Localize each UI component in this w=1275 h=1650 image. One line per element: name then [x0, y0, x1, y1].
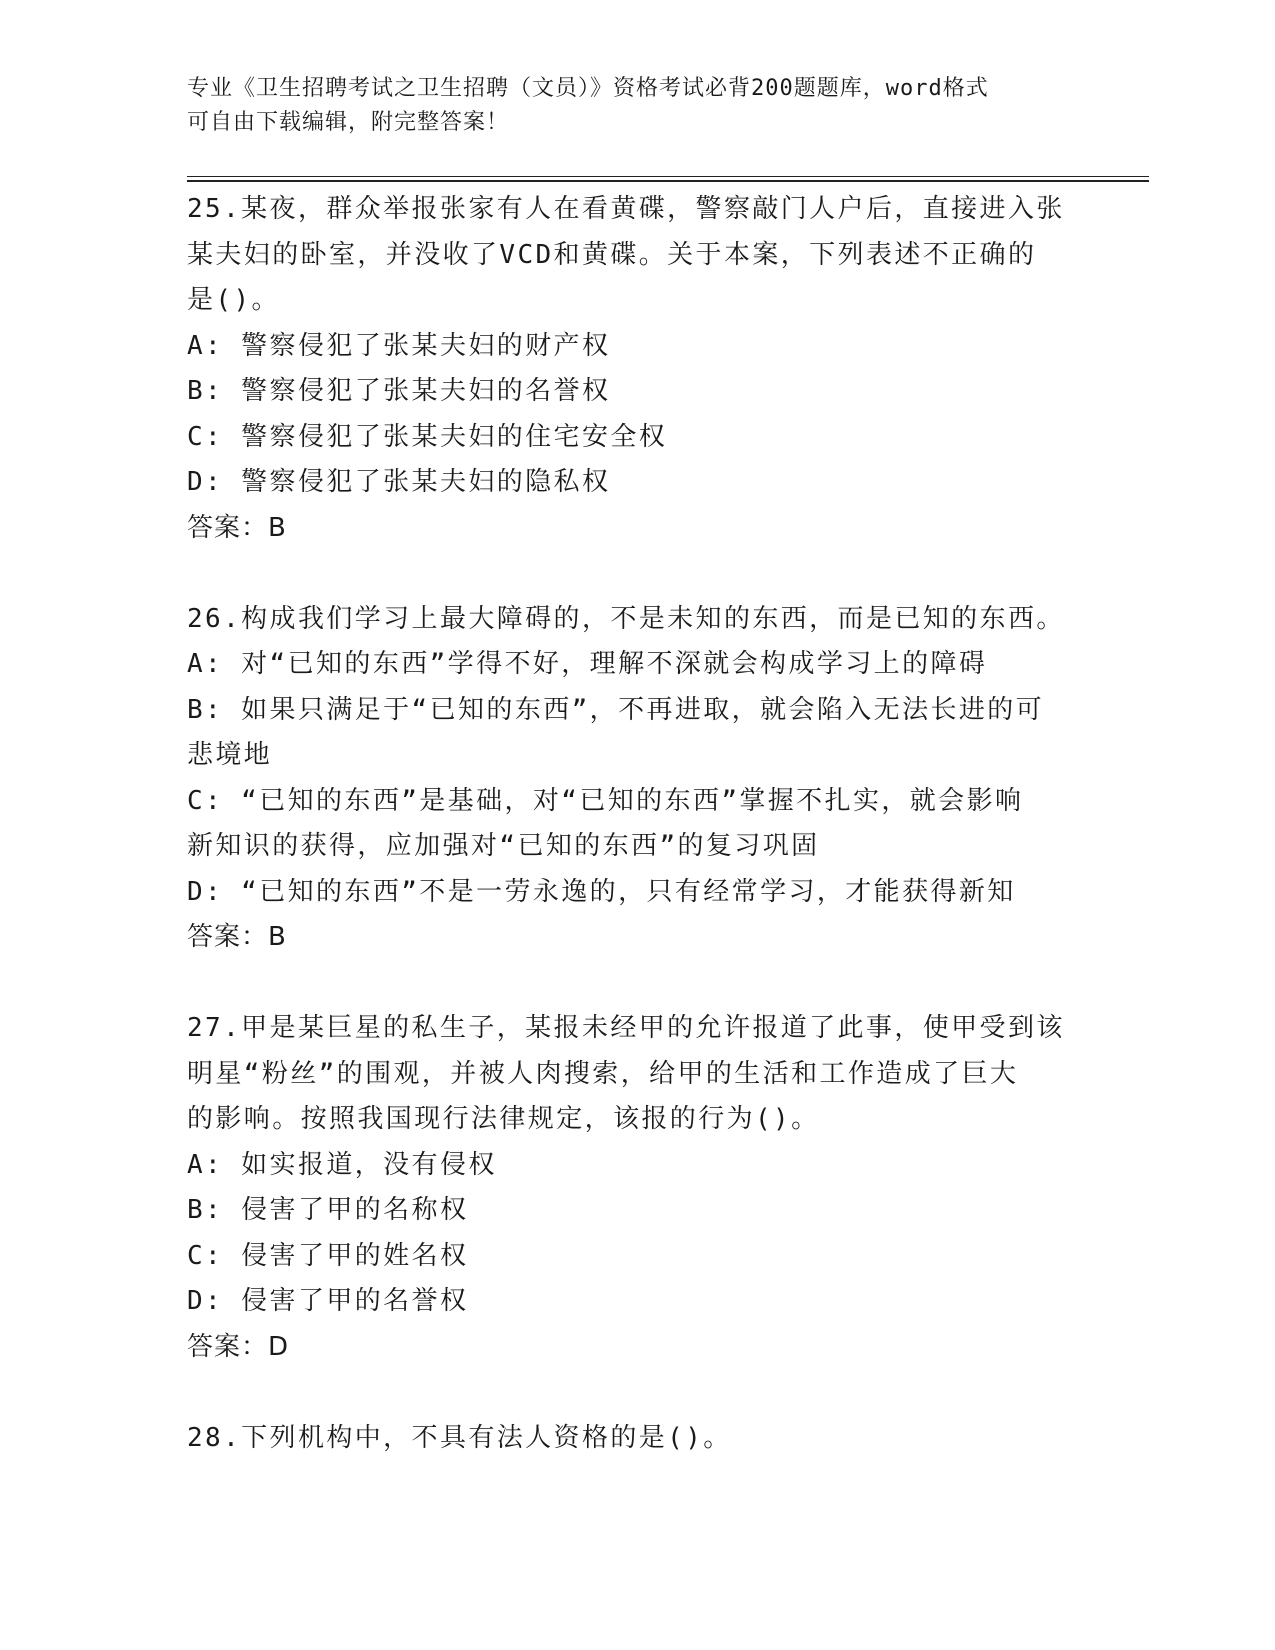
question-text: 的影响。按照我国现行法律规定，该报的行为()。 [187, 1104, 820, 1134]
question-text: 27.甲是某巨星的私生子，某报未经甲的允许报道了此事，使甲受到该 [187, 1013, 1065, 1043]
document-header [187, 72, 1087, 140]
answer-text: 答案：D [187, 1331, 290, 1362]
question-text: 是()。 [187, 285, 280, 315]
option-c-continued: 新知识的获得，应加强对“已知的东西”的复习巩固 [187, 831, 820, 861]
option-c: C: 警察侵犯了张某夫妇的住宅安全权 [187, 421, 668, 452]
option-d: D: 侵害了甲的名誉权 [187, 1286, 469, 1316]
header-line: 可自由下载编辑，附完整答案！ [187, 110, 510, 135]
header-divider-thin [187, 176, 1149, 177]
header-line: 专业《卫生招聘考试之卫生招聘（文员）》资格考试必背200题题库，word格式 [187, 76, 989, 101]
option-a: A: 警察侵犯了张某夫妇的财产权 [187, 330, 611, 361]
question-spacer [187, 1370, 1087, 1416]
answer-text: 答案：B [187, 922, 287, 952]
question-block [187, 187, 1087, 551]
question-text: 25.某夜，群众举报张家有人在看黄碟，警察敲门人户后，直接进入张 [187, 194, 1065, 224]
question-text: 28.下列机构中，不具有法人资格的是()。 [187, 1422, 732, 1453]
option-b: B: 警察侵犯了张某夫妇的名誉权 [187, 376, 611, 406]
answer-text: 答案：B [187, 512, 287, 543]
option-c: C: “已知的东西”是基础，对“已知的东西”掌握不扎实，就会影响 [187, 785, 1024, 816]
question-text: 某夫妇的卧室，并没收了VCD和黄碟。关于本案，下列表述不正确的 [187, 239, 1037, 270]
option-b-continued: 悲境地 [187, 740, 273, 770]
question-block [187, 1416, 1087, 1462]
question-block [187, 1006, 1087, 1370]
option-d: D: “已知的东西”不是一劳永逸的，只有经常学习，才能获得新知 [187, 876, 1016, 907]
question-text: 明星“粉丝”的围观，并被人肉搜索，给甲的生活和工作造成了巨大 [187, 1058, 1019, 1089]
header-divider-thick [187, 180, 1149, 182]
question-block [187, 597, 1087, 961]
option-b: B: 如果只满足于“已知的东西”，不再进取，就会陷入无法长进的可 [187, 694, 1045, 725]
option-a: A: 对“已知的东西”学得不好，理解不深就会构成学习上的障碍 [187, 649, 988, 679]
question-spacer [187, 961, 1087, 1007]
option-d: D: 警察侵犯了张某夫妇的隐私权 [187, 467, 611, 497]
question-spacer [187, 551, 1087, 597]
option-b: B: 侵害了甲的名称权 [187, 1195, 469, 1225]
question-list [187, 187, 1087, 1461]
option-a: A: 如实报道，没有侵权 [187, 1149, 497, 1180]
option-c: C: 侵害了甲的姓名权 [187, 1240, 469, 1271]
question-text: 26.构成我们学习上最大障碍的，不是未知的东西，而是已知的东西。 [187, 603, 1065, 634]
